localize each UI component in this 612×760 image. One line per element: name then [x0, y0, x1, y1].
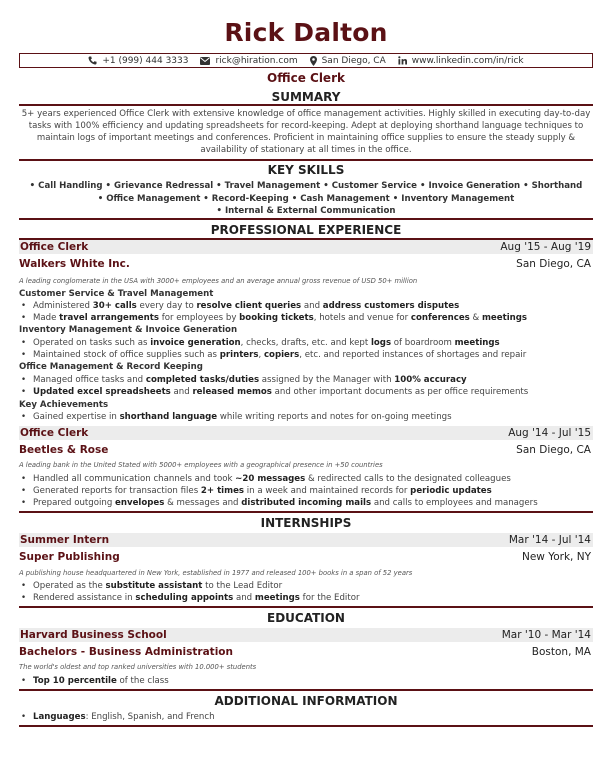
summary-text: 5+ years experienced Office Clerk with extensive knowledge of office management activities. Highly skilled in executing day-to-day tasks with 100% efficiency and updating spreadsheets for record-keeping. Adept at deploying shorthand language techniques to maintain logs of important meetings and conferences. Proficient in maintaining office supplies to ensure the steady supply & availability of stationary at all times in the office. [21, 109, 591, 155]
section-divider [19, 511, 593, 513]
skills-line-3: • Internal & External Communication [216, 206, 396, 216]
subsection-heading: Customer Service & Travel Management [19, 289, 214, 299]
phone-text: +1 (999) 444 3333 [102, 55, 189, 66]
bullet-item: • Handled all communication channels and took ~20 messages & redirected calls to the designated colleagues [21, 474, 591, 484]
location-text: San Diego, CA [321, 55, 386, 66]
linkedin-text: www.linkedin.com/in/rick [411, 55, 524, 66]
job-header [19, 240, 593, 254]
bullet-item: • Languages: English, Spanish, and French [21, 712, 591, 722]
envelope-icon [200, 57, 210, 65]
section-divider [19, 725, 593, 727]
job-dates: Aug '14 - Jul '15 [508, 427, 591, 439]
bullet-item: • Updated excel spreadsheets and released memos and other important documents as per office requirements [21, 387, 591, 397]
degree-name: Bachelors - Business Administration [19, 646, 233, 658]
candidate-name: Rick Dalton [224, 18, 388, 47]
skills-line-1: • Call Handling • Grievance Redressal • Travel Management • Customer Service • Invoice Generation • Shorthand [29, 181, 583, 191]
job-dates: Aug '15 - Aug '19 [500, 241, 591, 253]
contact-location [310, 56, 386, 66]
bullet-item: • Generated reports for transaction files 2+ times in a week and maintained records for periodic updates [21, 486, 591, 496]
internship-header [19, 533, 593, 547]
skills-line-2: • Office Management • Record-Keeping • Cash Management • Inventory Management [97, 194, 515, 204]
internship-company: Super Publishing [19, 551, 120, 563]
bullet-item: • Gained expertise in shorthand language while writing reports and notes for on-going meetings [21, 412, 591, 422]
internship-role: Summer Intern [20, 534, 110, 546]
education-header [19, 628, 593, 642]
job-location: San Diego, CA [516, 258, 591, 270]
skills-heading: KEY SKILLS [267, 163, 345, 177]
education-dates: Mar '10 - Mar '14 [501, 629, 591, 641]
section-divider [19, 218, 593, 220]
internship-location: New York, NY [521, 551, 591, 563]
email-text: rick@hiration.com [215, 55, 298, 66]
subsection-heading: Key Achievements [19, 400, 109, 410]
job-location: San Diego, CA [516, 444, 591, 456]
bullet-item: • Maintained stock of office supplies such as printers, copiers, etc. and reported instances of shortages and repair [21, 350, 591, 360]
job-org-row [19, 257, 593, 271]
company-description: A leading conglomerate in the USA with 3000+ employees and an average annual gross revenue of USD 50+ million [19, 277, 418, 285]
job-role: Office Clerk [20, 427, 89, 439]
job-role: Office Clerk [20, 241, 89, 253]
bullet-item: • Rendered assistance in scheduling appoints and meetings for the Editor [21, 593, 591, 603]
bullet-item: • Managed office tasks and completed tasks/duties assigned by the Manager with 100% accuracy [21, 375, 591, 385]
linkedin-icon [398, 56, 407, 65]
subsection-heading: Inventory Management & Invoice Generation [19, 325, 238, 335]
education-heading: EDUCATION [267, 611, 345, 625]
contact-linkedin[interactable] [398, 56, 524, 66]
education-location: Boston, MA [531, 646, 591, 658]
section-divider [19, 159, 593, 161]
job-org-row [19, 443, 593, 457]
school-name: Harvard Business School [20, 629, 167, 641]
section-divider [19, 606, 593, 608]
internships-heading: INTERNSHIPS [260, 516, 352, 530]
internship-dates: Mar '14 - Jul '14 [508, 534, 591, 546]
contact-email[interactable] [200, 56, 297, 66]
phone-icon [88, 56, 97, 65]
experience-heading: PROFESSIONAL EXPERIENCE [210, 223, 402, 237]
bullet-item: • Administered 30+ calls every day to resolve client queries and address customers disputes [21, 301, 591, 311]
degree-row [19, 645, 593, 659]
job-company: Beetles & Rose [19, 444, 109, 456]
company-description: A leading bank in the United Stated with 5000+ employees with a geographical presence in +50 countries [19, 461, 383, 469]
subsection-heading: Office Management & Record Keeping [19, 362, 203, 372]
job-title: Office Clerk [267, 71, 345, 85]
internship-org-row [19, 550, 593, 564]
company-description: A publishing house headquartered in New York, established in 1977 and released 100+ books in a span of 52 years [19, 569, 413, 577]
bullet-item: • Made travel arrangements for employees by booking tickets, hotels and venue for conferences & meetings [21, 313, 591, 323]
bullet-item: • Operated as the substitute assistant to the Lead Editor [21, 581, 591, 591]
job-header [19, 426, 593, 440]
bullet-item: • Prepared outgoing envelopes & messages and distributed incoming mails and calls to employees and managers [21, 498, 591, 508]
job-company: Walkers White Inc. [19, 258, 130, 270]
section-divider [19, 689, 593, 691]
summary-heading: SUMMARY [271, 90, 341, 104]
map-pin-icon [310, 56, 317, 66]
school-description: The world's oldest and top ranked universities with 10.000+ students [19, 663, 257, 671]
section-divider [19, 104, 593, 106]
additional-heading: ADDITIONAL INFORMATION [214, 694, 398, 708]
bullet-item: • Top 10 percentile of the class [21, 676, 591, 686]
contact-bar [19, 53, 593, 68]
contact-phone[interactable] [88, 56, 188, 66]
bullet-item: • Operated on tasks such as invoice generation, checks, drafts, etc. and kept logs of boardroom meetings [21, 338, 591, 348]
